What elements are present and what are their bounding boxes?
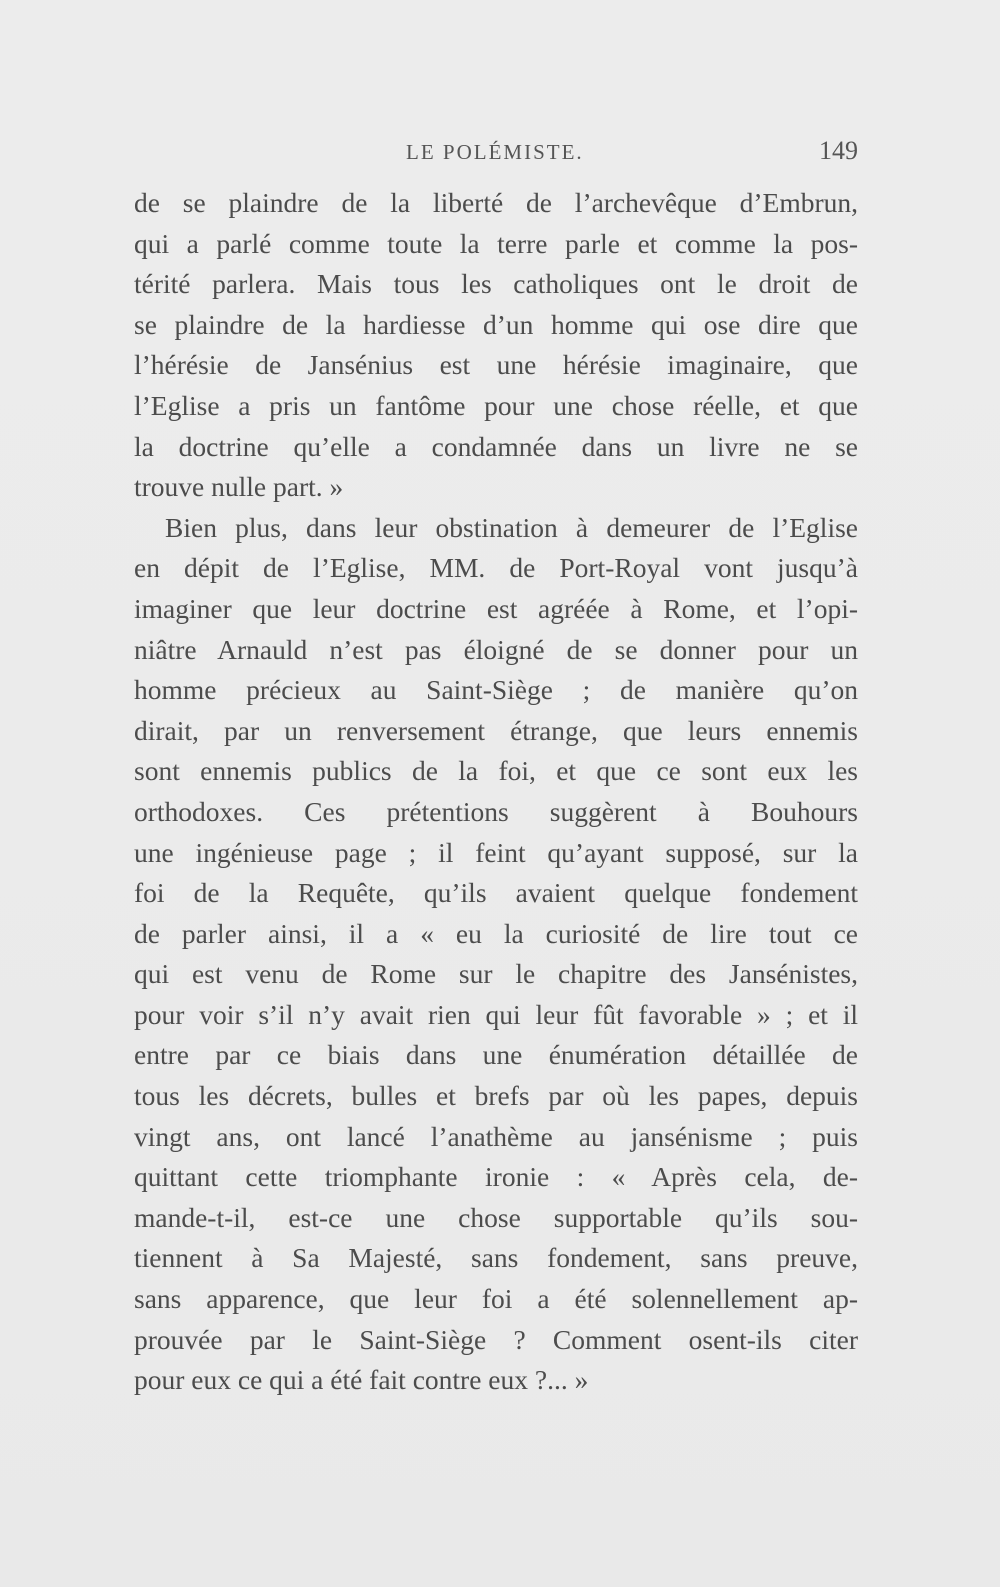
page-header [136,136,858,176]
text-line: se plaindre de la hardiesse d’un homme qui ose dire que [134,308,858,340]
text-line: sans apparence, que leur foi a été solennellement ap- [134,1283,858,1315]
text-line: qui a parlé comme toute la terre parle et comme la pos- [134,227,858,259]
text-line: pour voir s’il n’y avait rien qui leur fût favorable » ; et il [134,998,858,1030]
text-line: foi de la Requête, qu’ils avaient quelque fondement [134,877,858,909]
text-line: l’hérésie de Jansénius est une hérésie imaginaire, que [134,349,858,381]
text-line: quittant cette triomphante ironie : « Après cela, de- [134,1161,858,1193]
text-line: en dépit de l’Eglise, MM. de Port-Royal vont jusqu’à [134,552,858,584]
text-line: trouve nulle part. » [134,471,344,503]
text-line: prouvée par le Saint-Siège ? Comment osent-ils citer [134,1323,858,1355]
body-text [134,183,858,1401]
text-line: homme précieux au Saint-Siège ; de manière qu’on [134,674,858,706]
text-line: la doctrine qu’elle a condamnée dans un livre ne se [134,430,858,462]
text-line: de se plaindre de la liberté de l’archevêque d’Embrun, [134,187,858,218]
text-line: tous les décrets, bulles et brefs par où les papes, depuis [134,1080,858,1112]
text-line: l’Eglise a pris un fantôme pour une chose réelle, et que [134,389,858,421]
text-line: orthodoxes. Ces prétentions suggèrent à Bouhours [134,795,858,827]
text-line: une ingénieuse page ; il feint qu’ayant supposé, sur la [134,836,858,868]
text-line: niâtre Arnauld n’est pas éloigné de se donner pour un [134,633,858,665]
text-line: imaginer que leur doctrine est agréée à Rome, et l’opi- [134,592,858,624]
running-head: LE POLÉMISTE. [406,140,584,164]
text-line: vingt ans, ont lancé l’anathème au jansénisme ; puis [134,1120,858,1152]
text-line: sont ennemis publics de la foi, et que ce sont eux les [134,755,858,787]
text-line: dirait, par un renversement étrange, que leurs ennemis [134,714,858,746]
text-line: pour eux ce qui a été fait contre eux ?... » [134,1364,589,1396]
text-line: tiennent à Sa Majesté, sans fondement, sans preuve, [134,1242,858,1274]
text-line: entre par ce biais dans une énumération détaillée de [134,1039,858,1071]
text-line: qui est venu de Rome sur le chapitre des Jansénistes, [134,958,858,990]
text-line: de parler ainsi, il a « eu la curiosité de lire tout ce [134,917,858,949]
page-number: 149 [819,136,858,165]
text-line: térité parlera. Mais tous les catholiques ont le droit de [134,268,858,300]
paragraph-first-line: Bien plus, dans leur obstination à demeurer de l’Eglise [165,511,858,543]
text-line: mande-t-il, est-ce une chose supportable qu’ils sou- [134,1201,858,1233]
